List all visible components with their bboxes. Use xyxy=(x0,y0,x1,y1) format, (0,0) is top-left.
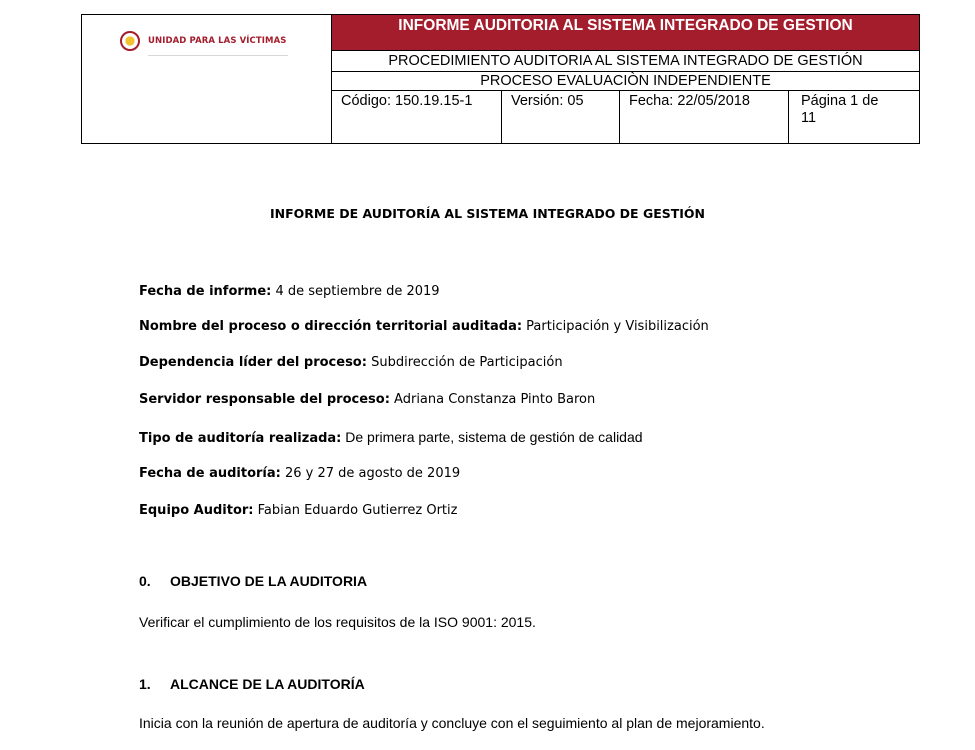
section-text-objetivo: Verificar el cumplimiento de los requisitos de la ISO 9001: 2015. xyxy=(139,614,536,630)
section-heading-text: ALCANCE DE LA AUDITORÍA xyxy=(170,676,365,692)
header-meta-row xyxy=(332,91,919,143)
field-equipo-auditor xyxy=(139,503,457,518)
fecha-cell: Fecha: 22/05/2018 xyxy=(620,91,789,143)
field-label: Equipo Auditor: xyxy=(139,503,254,518)
field-value: De primera parte, sistema de gestión de calidad xyxy=(341,429,643,445)
field-label: Tipo de auditoría realizada: xyxy=(139,431,342,446)
header-procedure: PROCEDIMIENTO AUDITORIA AL SISTEMA INTEGRADO DE GESTIÓN xyxy=(332,51,919,72)
unidad-victimas-logo xyxy=(120,29,287,53)
field-label: Servidor responsable del proceso: xyxy=(139,392,390,407)
header-process: PROCESO EVALUACIÒN INDEPENDIENTE xyxy=(332,72,919,91)
field-label: Dependencia líder del proceso: xyxy=(139,355,367,370)
section-text-alcance: Inicia con la reunión de apertura de auditoría y concluye con el seguimiento al plan de mejoramiento. xyxy=(139,715,765,731)
pagina-line2: 11 xyxy=(801,110,817,126)
version-cell: Versión: 05 xyxy=(502,91,620,143)
field-label: Fecha de informe: xyxy=(139,284,272,299)
field-value: Subdirección de Participación xyxy=(366,355,563,370)
logo-text: UNIDAD PARA LAS VÍCTIMAS xyxy=(148,36,287,46)
pagina-line1: Página 1 de xyxy=(801,93,879,109)
header-title: INFORME AUDITORIA AL SISTEMA INTEGRADO DE GESTION xyxy=(332,15,919,51)
field-nombre-proceso xyxy=(139,319,709,334)
section-heading-text: OBJETIVO DE LA AUDITORIA xyxy=(170,573,368,589)
pagina-cell xyxy=(789,91,919,143)
field-value: Participación y Visibilización xyxy=(522,319,709,334)
section-number: 0. xyxy=(139,573,151,589)
field-value: 26 y 27 de agosto de 2019 xyxy=(280,466,461,481)
field-value: Fabian Eduardo Gutierrez Ortiz xyxy=(253,503,458,518)
section-heading-alcance xyxy=(139,676,365,692)
section-number: 1. xyxy=(139,676,151,692)
logo-underline xyxy=(148,55,288,56)
field-dependencia xyxy=(139,355,563,370)
document-header-table xyxy=(81,14,920,144)
colombia-seal-icon xyxy=(120,31,140,51)
field-label: Nombre del proceso o dirección territorial auditada: xyxy=(139,319,523,334)
section-heading-objetivo xyxy=(139,573,367,589)
field-fecha-informe xyxy=(139,284,440,299)
logo-cell xyxy=(82,15,332,143)
field-servidor xyxy=(139,392,595,407)
document-title: INFORME DE AUDITORÍA AL SISTEMA INTEGRADO DE GESTIÓN xyxy=(269,206,706,221)
field-value: 4 de septiembre de 2019 xyxy=(271,284,440,299)
field-tipo-auditoria xyxy=(139,429,643,446)
codigo-cell: Código: 150.19.15-1 xyxy=(332,91,502,143)
field-value: Adriana Constanza Pinto Baron xyxy=(389,392,596,407)
field-label: Fecha de auditoría: xyxy=(139,466,281,481)
field-fecha-auditoria xyxy=(139,466,460,481)
